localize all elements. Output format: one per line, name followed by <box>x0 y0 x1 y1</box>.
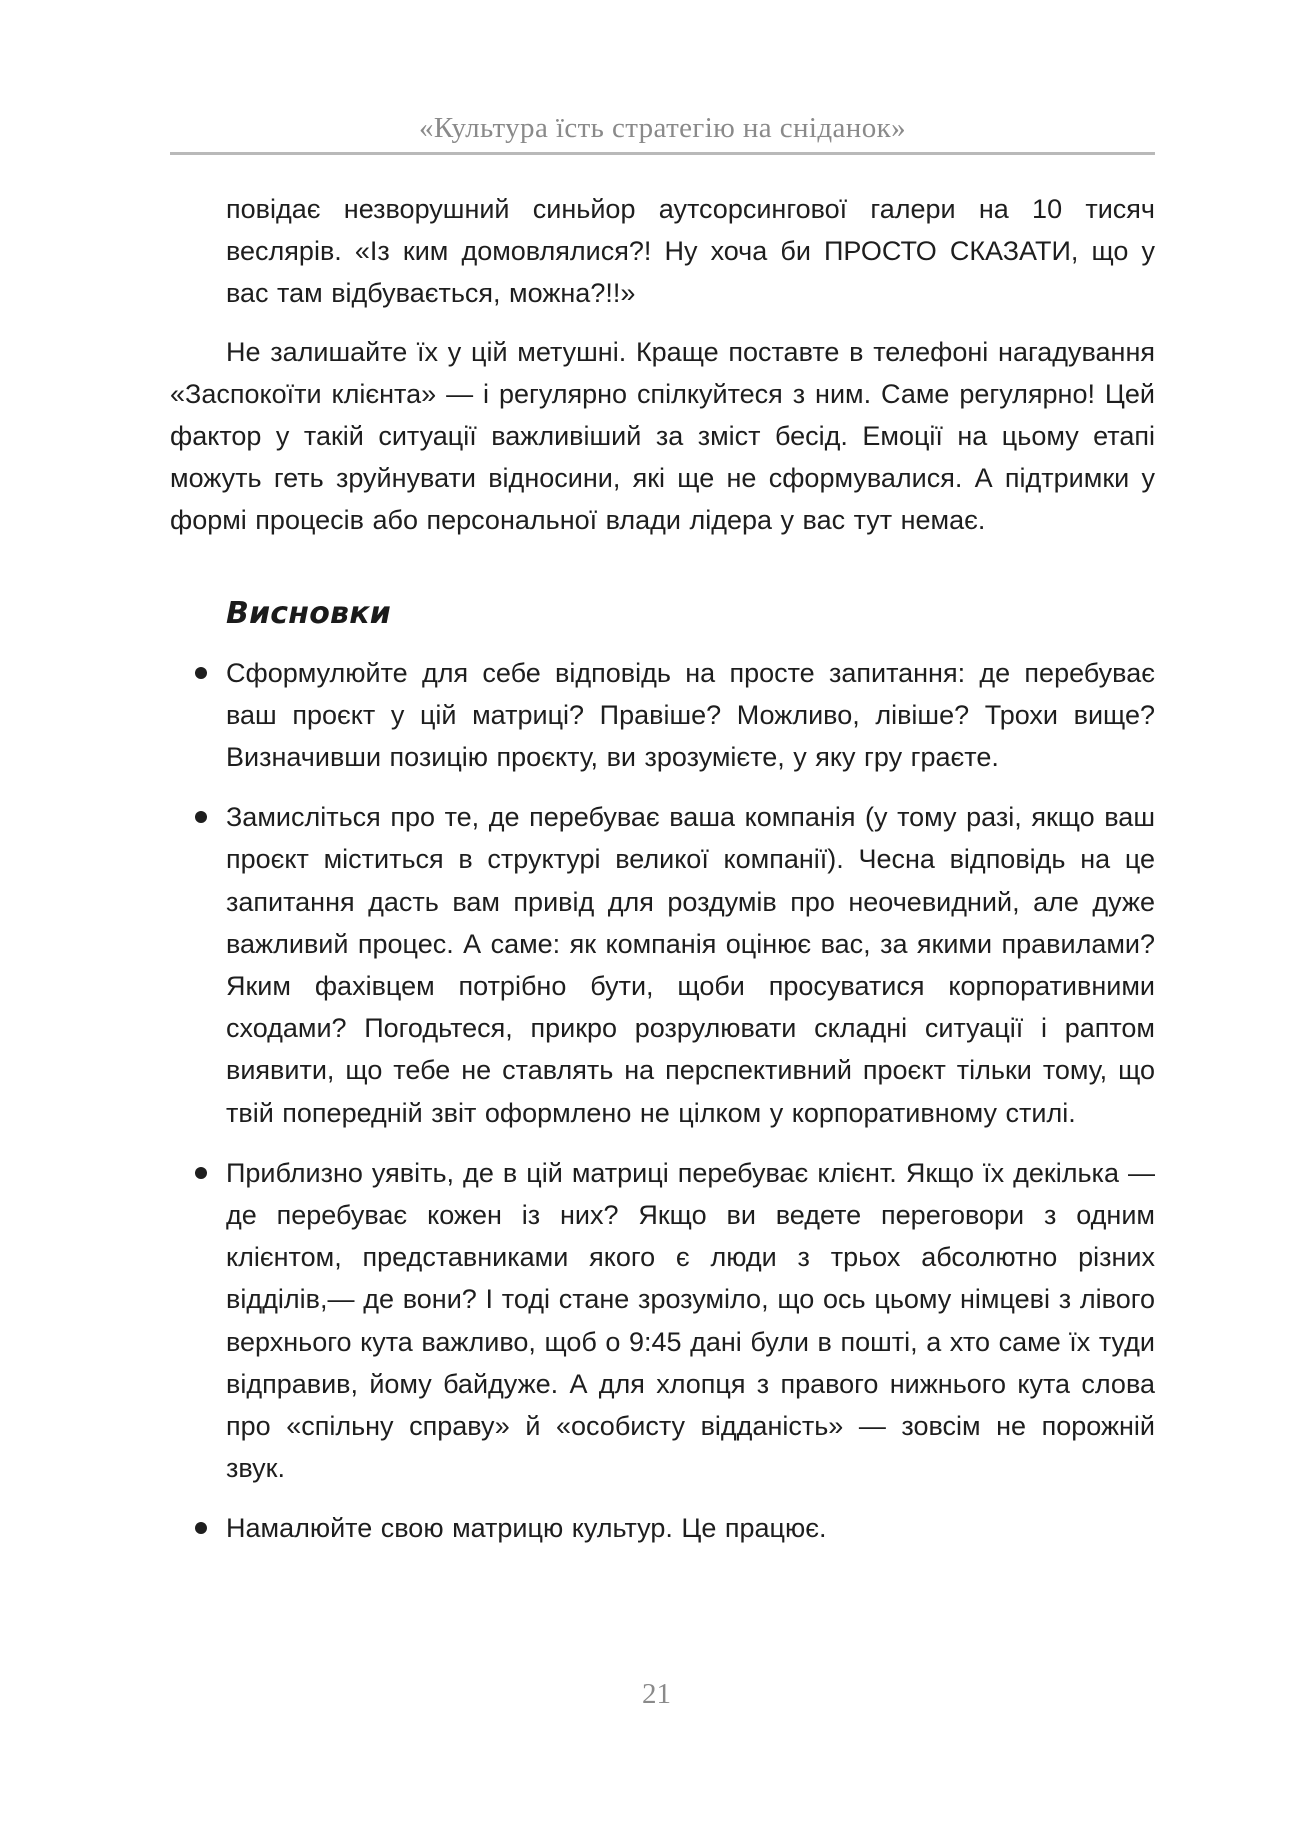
bullet-dot-icon <box>195 1522 207 1534</box>
list-item-text: Намалюйте свою матрицю культур. Це працює. <box>226 1513 827 1544</box>
list-item <box>170 652 1155 779</box>
running-header: «Культура їсть стратегію на сніданок» <box>418 112 907 144</box>
list-item-text: Приблизно уявіть, де в цій матриці перебуває клієнт. Якщо їх декілька — де перебуває кожен із них? Якщо ви ведете переговори з одним клієнтом, представниками якого є люди з трьох абсолютно різних відділів,— де вони? І тоді стане зрозуміло, що ось цьому німцеві з лівого верхнього кута важливо, щоб о 9:45 дані були в пошті, а хто саме їх туди відправив, йому байдуже. А для хлопця з правого нижнього кута слова про «спільну справу» й «особисту відданість» — зовсім не порожній звук. <box>226 1157 1155 1484</box>
body-paragraph: Не залишайте їх у цій метушні. Краще поставте в телефоні нагадування «Заспокоїти клієнта» — і регулярно спілкуйтеся з ним. Саме регулярно! Цей фактор у такій ситуації важливіший за зміст бесід. Емоції на цьому етапі можуть геть зруйнувати відносини, які ще не сформувалися. А підтримки у формі процесів або персональної влади лідера у вас тут немає. <box>170 336 1155 536</box>
section-title: Висновки <box>226 595 391 631</box>
quote-continuation: повідає незворушний синьйор аутсорсингової галери на 10 тисяч веслярів. «Із ким домовлялися?! Ну хоча би ПРОСТО СКАЗАТИ, що у вас там відбувається, можна?!!» <box>226 194 1155 309</box>
bullet-dot-icon <box>195 1167 207 1179</box>
page-body <box>170 188 1155 1568</box>
list-item-text: Замисліться про те, де перебуває ваша компанія (у тому разі, якщо ваш проєкт міститься в структурі великої компанії). Чесна відповідь на це запитання дасть вам привід для роздумів про неочевидний, але дуже важливий процес. А саме: як компанія оцінює вас, за якими правилами? Яким фахівцем потрібно бути, щоби просуватися корпоративними сходами? Погодьтеся, прикро розрулювати складні ситуації і раптом виявити, що тебе не ставлять на перспективний проєкт тільки тому, що твій попередній звіт оформлено не цілком у корпоративному стилі. <box>226 802 1155 1128</box>
header-rule <box>170 152 1155 155</box>
list-item <box>170 796 1155 1134</box>
conclusions-list <box>170 652 1155 1550</box>
list-item-text: Сформулюйте для себе відповідь на просте запитання: де перебуває ваш проєкт у цій матриці? Правіше? Можливо, лівіше? Трохи вище? Визначивши позицію проєкту, ви зрозумієте, у яку гру граєте. <box>226 657 1155 773</box>
list-item <box>170 1507 1155 1549</box>
list-item <box>170 1152 1155 1490</box>
bullet-dot-icon <box>195 667 207 679</box>
bullet-dot-icon <box>195 811 207 823</box>
page-number: 21 <box>642 1678 671 1710</box>
